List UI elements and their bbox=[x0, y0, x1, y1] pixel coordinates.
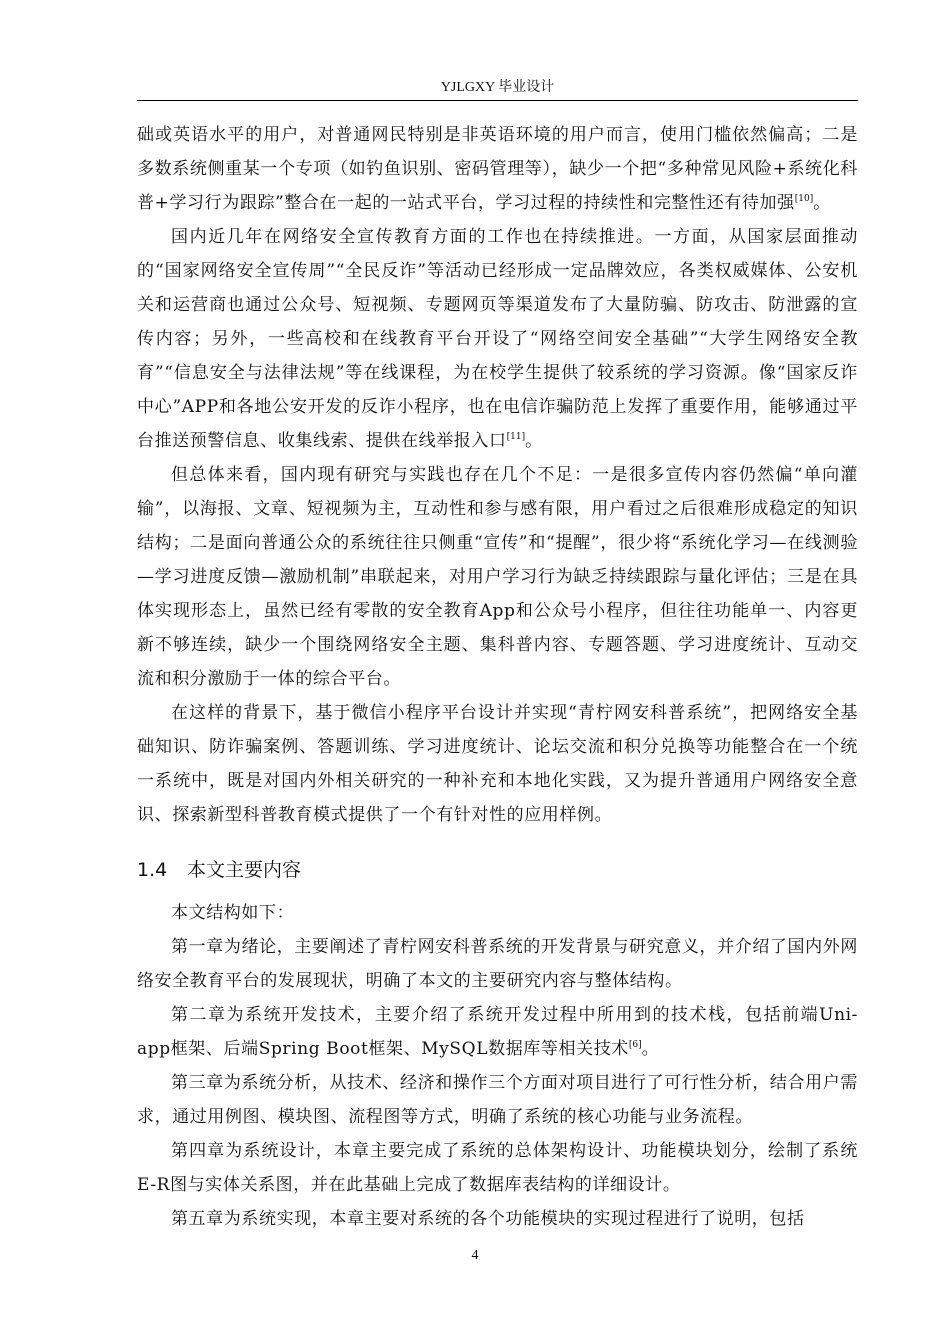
paragraph-chapter-5: 第五章为系统实现，本章主要对系统的各个功能模块的实现过程进行了说明，包括 bbox=[171, 1209, 805, 1229]
paragraph-shortcomings: 但总体来看，国内现有研究与实践也存在几个不足：一是很多宣传内容仍然偏“单向灌输”，以海报、文章、短视频为主，互动性和参与感有限，用户看过之后很难形成稳定的知识结构；二是面向普通公众的系统往往只侧重“宣传”和“提醒”，很少将“系统化学习—在线测验—学习进度反馈—激励机制”串联起来，对用户学习行为缺乏持续跟踪与量化评估；三是在具体实现形态上，虽然已经有零散的安全教育App和公众号小程序，但往往功能单一、内容更新不够连续，缺少一个围绕网络安全主题、集科普内容、专题答题、学习进度统计、互动交流和积分激励于一体的综合平台。 bbox=[137, 465, 858, 689]
paragraph-structure-intro: 本文结构如下： bbox=[171, 903, 295, 923]
document-body bbox=[137, 118, 858, 1236]
paragraph-background: 在这样的背景下，基于微信小程序平台设计并实现“青柠网安科普系统”，把网络安全基础知识、防诈骗案例、答题训练、学习进度统计、论坛交流和积分兑换等功能整合在一个统一系统中，既是对国内外相关研究的一种补充和本地化实践，又为提升普通用户网络安全意识、探索新型科普教育模式提供了一个有针对性的应用样例。 bbox=[137, 703, 858, 825]
paragraph-chapter-4: 第四章为系统设计，本章主要完成了系统的总体架构设计、功能模块划分，绘制了系统E-R图与实体关系图，并在此基础上完成了数据库表结构的详细设计。 bbox=[137, 1141, 858, 1195]
paragraph-domestic-work: 国内近几年在网络安全宣传教育方面的工作也在持续推进。一方面，从国家层面推动的“国家网络安全宣传周”“全民反诈”等活动已经形成一定品牌效应，各类权威媒体、公安机关和运营商也通过公众号、短视频、专题网页等渠道发布了大量防骗、防攻击、防泄露的宣传内容；另外，一些高校和在线教育平台开设了“网络空间安全基础”“大学生网络安全教育”“信息安全与法律法规”等在线课程，为在校学生提供了较系统的学习资源。像“国家反诈中心”APP和各地公安开发的反诈小程序，也在电信诈骗防范上发挥了重要作用，能够通过平台推送预警信息、收集线索、提供在线举报入口[11]。 bbox=[137, 227, 858, 451]
citation[interactable]: [6] bbox=[628, 1040, 642, 1050]
paragraph-chapter-1: 第一章为绪论，主要阐述了青柠网安科普系统的开发背景与研究意义，并介绍了国内外网络安全教育平台的发展现状，明确了本文的主要研究内容与整体结构。 bbox=[137, 937, 858, 991]
section-number: 1.4 bbox=[137, 859, 168, 881]
page-header: YJLGXY 毕业设计 bbox=[440, 80, 555, 95]
paragraph-chapter-2: 第二章为系统开发技术，主要介绍了系统开发过程中所用到的技术栈，包括前端Uni-app框架、后端Spring Boot框架、MySQL数据库等相关技术[6]。 bbox=[137, 1005, 858, 1059]
page-number: 4 bbox=[471, 1248, 479, 1263]
paragraph-continuation: 础或英语水平的用户，对普通网民特别是非英语环境的用户而言，使用门槛依然偏高；二是多数系统侧重某一个专项（如钓鱼识别、密码管理等），缺少一个把“多种常见风险+系统化科普+学习行为跟踪”整合在一起的一站式平台，学习过程的持续性和完整性还有待加强[10]。 bbox=[137, 125, 858, 213]
section-title: 本文主要内容 bbox=[187, 859, 302, 881]
paragraph-chapter-3: 第三章为系统分析，从技术、经济和操作三个方面对项目进行了可行性分析，结合用户需求，通过用例图、模块图、流程图等方式，明确了系统的核心功能与业务流程。 bbox=[137, 1073, 858, 1127]
citation[interactable]: [10] bbox=[794, 194, 814, 204]
citation[interactable]: [11] bbox=[506, 432, 526, 442]
section-heading bbox=[137, 850, 858, 890]
header-divider bbox=[137, 100, 858, 101]
